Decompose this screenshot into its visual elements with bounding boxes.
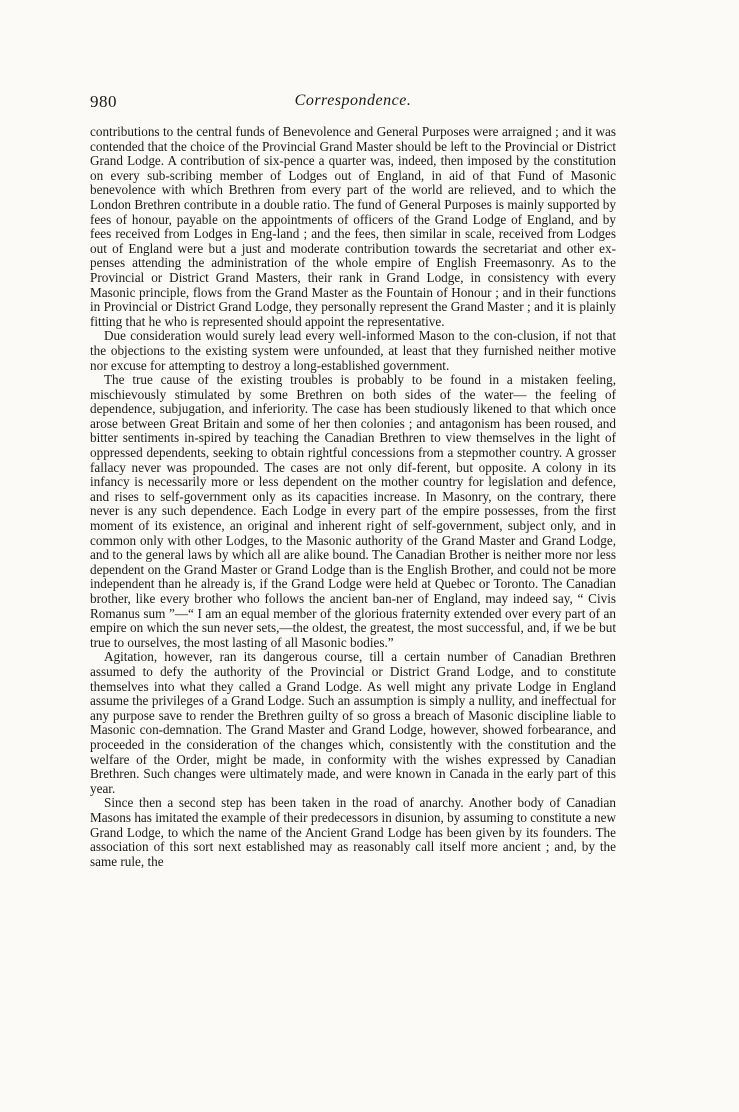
body-text <box>90 125 616 869</box>
page-number: 980 <box>90 92 117 111</box>
paragraph: contributions to the central funds of Benevolence and General Purposes were arraigned ; and it was contended that the choice of the Provincial Grand Master should be left to the Provincial or District Grand Lodge. A contribution of six-pence a quarter was, indeed, then imposed by the constitution on every sub-scribing member of Lodges out of England, in aid of that Fund of Masonic benevolence with which Brethren from every part of the world are relieved, and to which the London Brethren contribute in a double ratio. The fund of General Purposes is mainly supported by fees of honour, payable on the appointments of officers of the Grand Lodge of England, and by fees received from Lodges in Eng-land ; and the fees, then similar in scale, received from Lodges out of England were but a just and moderate contribution towards the secretariat and other ex-penses attending the administration of the whole empire of English Freemasonry. As to the Provincial or District Grand Masters, their rank in Grand Lodge, in consistency with every Masonic principle, flows from the Grand Master as the Fountain of Honour ; and in their functions in Provincial or District Grand Lodge, they personally represent the Grand Master ; and it is plainly fitting that he who is represented should appoint the representative. <box>90 124 616 329</box>
paragraph: The true cause of the existing troubles is probably to be found in a mistaken feeling, mischievously stimulated by some Brethren on both sides of the water— the feeling of dependence, subjugation, and inferiority. The case has been studiously likened to that which once arose between Great Britain and some of her then colonies ; and antagonism has been roused, and bitter sentiments in-spired by teaching the Canadian Brethren to view themselves in the light of oppressed dependents, seeking to obtain rightful concessions from a stepmother country. A grosser fallacy never was propounded. The cases are not only dif-ferent, but opposite. A colony in its infancy is necessarily more or less dependent on the mother country for legislation and defence, and rises to self-government only as its capacities increase. In Masonry, on the contrary, there never is any such dependence. Each Lodge in every part of the empire possesses, from the first moment of its existence, an original and inherent right of self-government, subject only, and in common only with other Lodges, to the Masonic authority of the Grand Master and Grand Lodge, and to the general laws by which all are alike bound. The Canadian Brother is neither more nor less dependent on the Grand Master or Grand Lodge than is the English Brother, and could not be more independent than he already is, if the Grand Lodge were held at Quebec or Toronto. The Canadian brother, like every brother who follows the ancient ban-ner of England, may indeed say, “ Civis Romanus sum ”—“ I am an equal member of the glorious fraternity extended over every part of an empire on which the sun never sets,—the oldest, the greatest, the most successful, and, if we be but true to ourselves, the most lasting of all Masonic bodies.” <box>90 372 616 650</box>
paragraph: Since then a second step has been taken in the road of anarchy. Another body of Canadian Masons has imitated the example of their predecessors in disunion, by assuming to constitute a new Grand Lodge, to which the name of the Ancient Grand Lodge has been given by its founders. The association of this sort next established may as reasonably call itself more ancient ; and, by the same rule, the <box>90 795 616 869</box>
paragraph: Due consideration would surely lead every well-informed Mason to the con-clusion, if not that the objections to the existing system were unfounded, at least that they furnished neither motive nor excuse for attempting to destroy a long-established government. <box>90 328 616 373</box>
paragraph: Agitation, however, ran its dangerous course, till a certain number of Canadian Brethren assumed to defy the authority of the Provincial or District Grand Lodge, and to constitute themselves into what they called a Grand Lodge. As well might any private Lodge in England assume the privileges of a Grand Lodge. Such an assumption is simply a nullity, and ineffectual for any purpose save to render the Brethren guilty of so gross a breach of Masonic discipline liable to Masonic con-demnation. The Grand Master and Grand Lodge, however, showed forbearance, and proceeded in the consideration of the changes which, consistently with the constitution and the welfare of the Order, might be made, in conformity with the wishes expressed by Canadian Brethren. Such changes were ultimately made, and were known in Canada in the early part of this year. <box>90 649 616 796</box>
running-title: Correspondence. <box>294 92 412 109</box>
running-head <box>90 92 616 114</box>
